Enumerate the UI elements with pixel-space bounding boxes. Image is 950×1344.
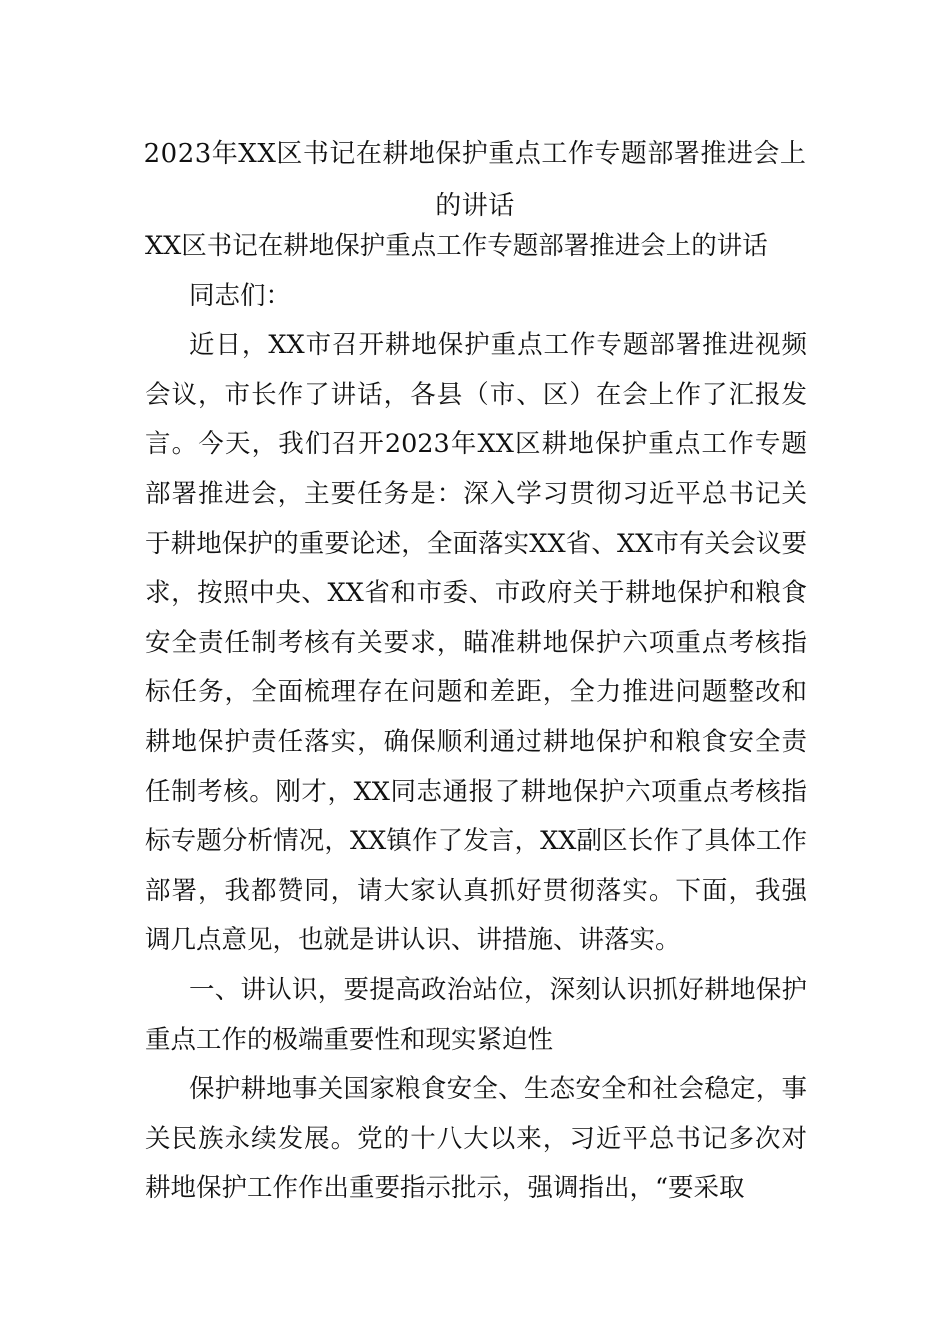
document-body (145, 222, 807, 1214)
salutation: 同志们： (189, 280, 292, 311)
paragraph-intro: 近日，XX市召开耕地保护重点工作专题部署推进视频会议，市长作了讲话，各县（市、区）在会上作了汇报发言。今天，我们召开2023年XX区耕地保护重点工作专题部署推进会，主要任务是：深入学习贯彻习近平总书记关于耕地保护的重要论述，全面落实XX省、XX市有关会议要求，按照中央、XX省和市委、市政府关于耕地保护和粮食安全责任制考核有关要求，瞄准耕地保护六项重点考核指标任务，全面梳理存在问题和差距，全力推进问题整改和耕地保护责任落实，确保顺利通过耕地保护和粮食安全责任制考核。刚才，XX同志通报了耕地保护六项重点考核指标专题分析情况，XX镇作了发言，XX副区长作了具体工作部署，我都赞同，请大家认真抓好贯彻落实。下面，我强调几点意见，也就是讲认识、讲措施、讲落实。 (145, 330, 807, 956)
document-subtitle: XX区书记在耕地保护重点工作专题部署推进会上的讲话 (145, 231, 768, 261)
paragraph-section-1: 保护耕地事关国家粮食安全、生态安全和社会稳定，事关民族永续发展。党的十八大以来，习近平总书记多次对耕地保护工作作出重要指示批示，强调指出，“要采取 (145, 1074, 807, 1204)
document-title: 2023年XX区书记在耕地保护重点工作专题部署推进会上的讲话 (143, 139, 807, 221)
section-heading-1: 一、讲认识，要提高政治站位，深刻认识抓好耕地保护重点工作的极端重要性和现实紧迫性 (145, 974, 807, 1055)
